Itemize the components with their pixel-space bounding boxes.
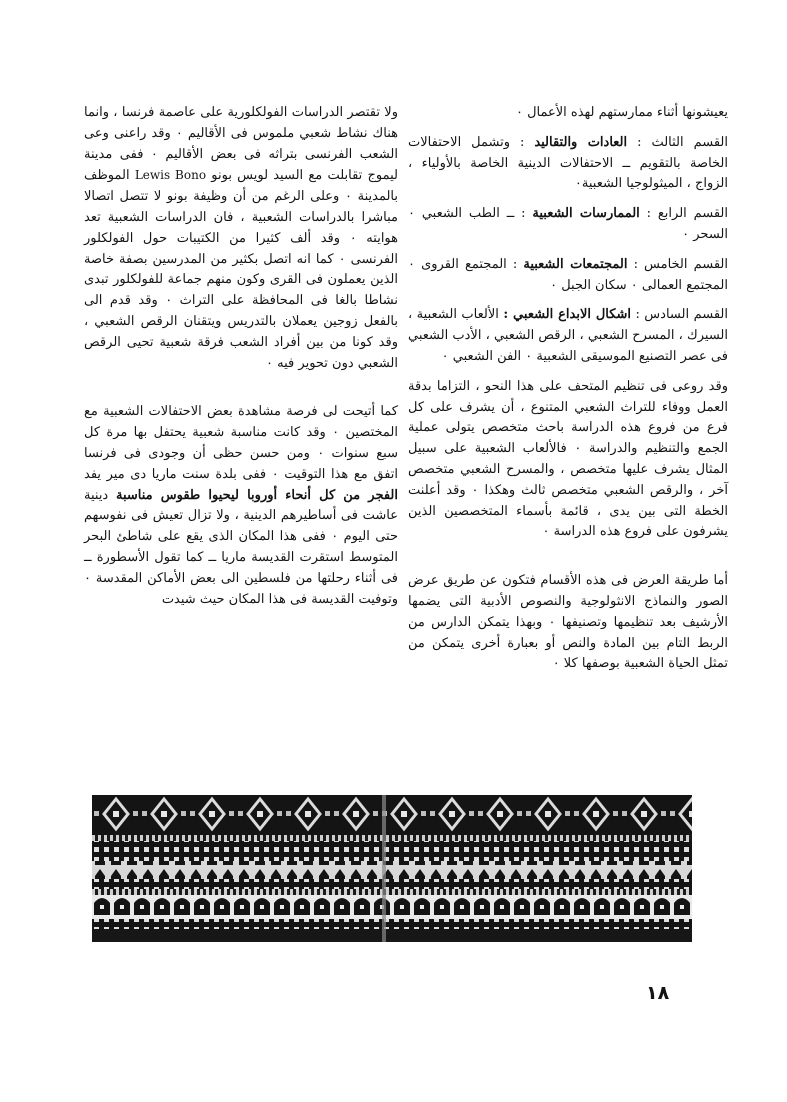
paragraph-section-five <box>408 255 728 297</box>
text-run: الألعاب الشعبية ، السيرك ، المسرح الشعبي ، الرقص الشعبي ، الأدب الشعبي فى عصر التصنيع الموسيقى الشعبية ٠ الفن الشعبي ٠ <box>408 307 728 364</box>
section-heading: اشكال الابداع الشعبي : <box>503 307 631 323</box>
paragraph <box>84 402 398 610</box>
section-heading: المجتمعات الشعبية <box>523 256 628 272</box>
paragraph-section-six <box>408 305 728 367</box>
right-column <box>408 103 728 675</box>
textile-photo <box>92 795 692 942</box>
textile-pattern <box>92 795 692 942</box>
text-run: دينية عاشت فى أساطيرهم الدينية ، ولا تزال تعيش فى نفوسهم حتى اليوم ٠ ففى هذا المكان الذى يقع على شاطئ البحر المتوسط استقرت القديسة ماريا ــ كما تقول الأسطورة ــ فى أثناء رحلتها من فلسطين الى بعض الأماكن المقدسة ٠ وتوفيت القديسة فى هذا المكان حيث شيدت <box>84 487 398 607</box>
text-run: كما أتيحت لى فرصة مشاهدة بعض الاحتفالات الشعبية مع المختصين ٠ وقد كانت مناسبة شعبية يحتفل بها مرة كل سبع سنوات ٠ ومن حسن حظى أن وجودى فى فرنسا اتفق مع هذا التوقيت ٠ ففى بلدة سنت ماريا دى مير يفد <box>84 404 398 482</box>
paragraph: يعيشونها أثناء ممارستهم لهذه الأعمال ٠ <box>515 105 728 120</box>
section-heading: الممارسات الشعبية <box>532 206 640 222</box>
text-run: القسم الثالث : <box>627 134 728 150</box>
bold-phrase: الفجر من كل أنحاء أوروبا ليحيوا طقوس مناسبة <box>115 487 398 503</box>
text-run: القسم الخامس : <box>627 256 728 272</box>
paragraph: وقد روعى فى تنظيم المتحف على هذا النحو ، التزاما بدقة العمل ووفاء للتراث الشعبي المتنوع ، أن يشرف على كل فرع من فروع هذه الدراسة باحث متخصص يتولى عملية الجمع والتنظيم والدراسة ٠ فالألعاب الشعبية على سبيل المثال يشرف عليها متخصص ، والمسرح الشعبي متخصص آخر ، والرقص الشعبي متخصص ثالث وهكذا ٠ وقد أعلنت الخطة التى بين يدى ، قائمة بأسماء المتخصصين الذين يشرفون على فروع هذه الدراسة ٠ <box>408 378 728 540</box>
text-run: الموظف بالمدينة ٠ وعلى الرغم من أن وظيفة بونو لا تتصل اتصالا مباشرا بالدراسات الشعبية ، فان الدراسات الشعبية تعد هوايته ٠ وقد ألف كثيرا من الكتيبات حول الفولكلور الفرنسى ٠ كما انه اتصل بكثير من المدرسين بصفة خاصة الذين يعملون فى القرى وكون منهم جماعة للفولكلور تبدى نشاطا بالغا فى المحافظة على التراث ٠ وقد قدم الى بالفعل زوجين يعملان بالتدريس ويتقنان الرقص الشعبي ، وقد كونا من بين أفراد الشعب فرقة شعبية تحيى الرقص الشعبي دون تحوير فيه ٠ <box>84 168 398 371</box>
paragraph-section-three <box>408 133 728 195</box>
text-run: : المجتمع القروى ٠ المجتمع العمالى ٠ سكان الجبل ٠ <box>408 256 728 293</box>
text-run: القسم الرابع : <box>639 206 728 222</box>
paragraph <box>84 103 398 374</box>
latin-name: Lewis Bono <box>134 168 207 183</box>
page-number: ١٨ <box>646 982 670 1004</box>
left-column <box>84 103 398 610</box>
text-run: : وتشمل الاحتفالات الخاصة بالتقويم ــ الاحتفالات الدينية الخاصة بالأولياء ، الزواج ، الميثولوجيا الشعبية٠ <box>408 134 728 192</box>
section-heading: العادات والتقاليد <box>534 134 628 150</box>
paragraph: أما طريقة العرض فى هذه الأقسام فتكون عن طريق عرض الصور والنماذج الانثولوجية والنصوص الأدبية التى يضمها الأرشيف بعد تنظيمها وتصنيفها ٠ وبهذا يتمكن الدارس من الربط التام بين المادة والنص أو بعبارة أخرى يتمكن من تمثل الحياة الشعبية بوصفها كلا ٠ <box>408 573 728 672</box>
text-run: القسم السادس : <box>630 307 728 323</box>
paragraph-section-four <box>408 204 728 246</box>
text-run: ولا تقتصر الدراسات الفولكلورية على عاصمة فرنسا ، وانما هناك نشاط شعبي ملموس فى الأقاليم ٠ وقد راعنى وعى الشعب الفرنسى بتراثه فى بعض الأقاليم ٠ ففى مدينة ليموج تقابلت مع السيد لويس بونو <box>84 105 398 184</box>
text-run: : ــ الطب الشعبي ٠ السحر ٠ <box>408 206 728 242</box>
